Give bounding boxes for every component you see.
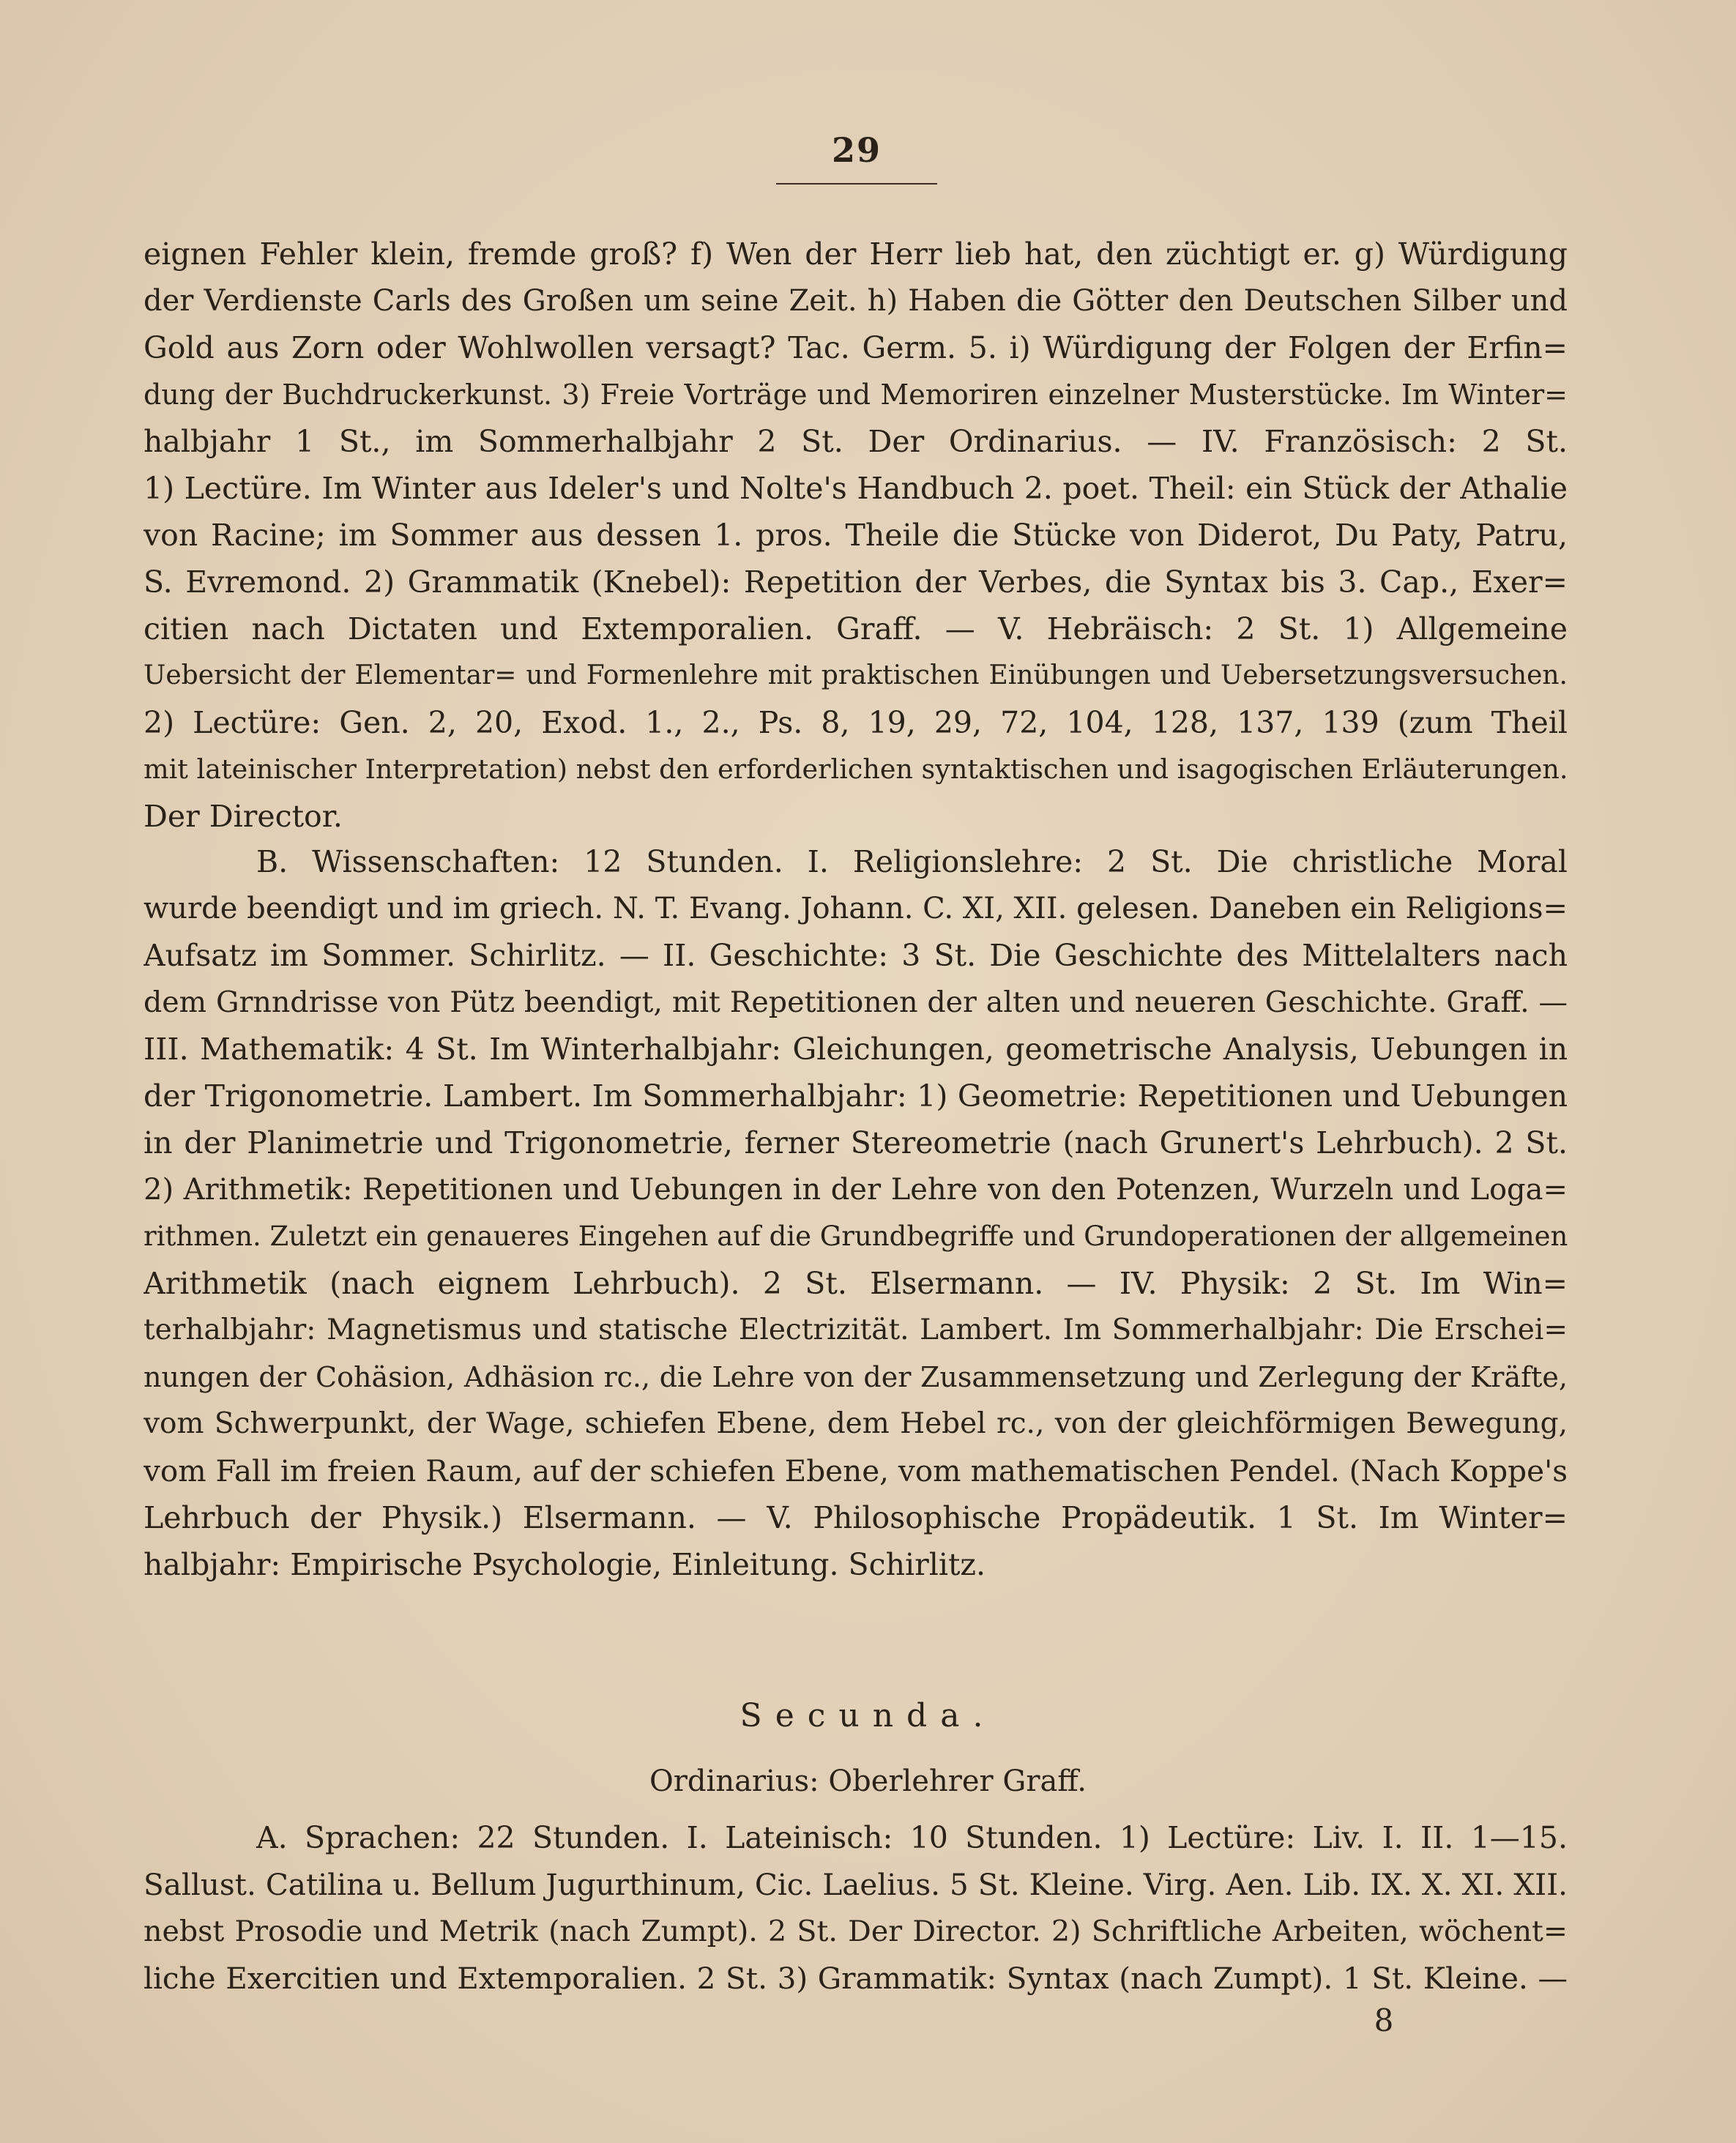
text-line: halbjahr 1 St., im Sommerhalbjahr 2 St. Der Ordinarius. — IV. Französisch: 2 St. (144, 424, 1568, 459)
text-line: eignen Fehler klein, fremde groß? f) Wen der Herr lieb hat, den züchtigt er. g) Würdigung (144, 236, 1568, 272)
text-line: S. Evremond. 2) Grammatik (Knebel): Repetition der Verbes, die Syntax bis 3. Cap., Exer= (144, 564, 1568, 600)
text-line: Gold aus Zorn oder Wohlwollen versagt? Tac. Germ. 5. i) Würdigung der Folgen der Erfin= (144, 330, 1568, 365)
text-line: 1) Lectüre. Im Winter aus Ideler's und Nolte's Handbuch 2. poet. Theil: ein Stück der Athalie (144, 471, 1568, 506)
text-line: Lehrbuch der Physik.) Elsermann. — V. Philosophische Propädeutik. 1 St. Im Winter= (144, 1500, 1568, 1535)
text-line: dung der Buchdruckerkunst. 3) Freie Vorträge und Memoriren einzelner Musterstücke. Im Winter= (144, 379, 1568, 411)
header-rule (776, 183, 937, 185)
ordinarius-line: Ordinarius: Oberlehrer Graff. (649, 1764, 1087, 1798)
text-line: Uebersicht der Elementar= und Formenlehre mit praktischen Einübungen und Uebersetzungsversuchen. (144, 660, 1568, 690)
signature-mark: 8 (1374, 2002, 1394, 2038)
text-line: Sallust. Catilina u. Bellum Jugurthinum, Cic. Laelius. 5 St. Kleine. Virg. Aen. Lib. IX. X. XI. XII. (144, 1867, 1568, 1902)
text-line: nebst Prosodie und Metrik (nach Zumpt). 2 St. Der Director. 2) Schriftliche Arbeiten, wöchent= (144, 1915, 1568, 1948)
page-number: 29 (831, 130, 882, 170)
text-line: wurde beendigt und im griech. N. T. Evang. Johann. C. XI, XII. gelesen. Daneben ein Religions= (144, 892, 1568, 925)
text-line: Der Director. (144, 799, 343, 834)
text-line: A. Sprachen: 22 Stunden. I. Lateinisch: 10 Stunden. 1) Lectüre: Liv. I. II. 1—15. (256, 1820, 1568, 1855)
section-secunda-sprachen (144, 1814, 1568, 2002)
text-line: der Trigonometrie. Lambert. Im Sommerhalbjahr: 1) Geometrie: Repetitionen und Uebungen (144, 1078, 1568, 1114)
text-line: terhalbjahr: Magnetismus und statische Electrizität. Lambert. Im Sommerhalbjahr: Die Erschei= (144, 1313, 1568, 1346)
text-line: vom Schwerpunkt, der Wage, schiefen Ebene, dem Hebel rc., von der gleichförmigen Bewegung, (144, 1407, 1568, 1440)
text-line: dem Grnndrisse von Pütz beendigt, mit Repetitionen der alten und neueren Geschichte. Graff. — (144, 985, 1568, 1019)
text-line: citien nach Dictaten und Extemporalien. Graff. — V. Hebräisch: 2 St. 1) Allgemeine (144, 611, 1568, 646)
section-prima-wissenschaften (144, 838, 1568, 1588)
section-prima-sprachen-continued (144, 231, 1568, 840)
text-line: rithmen. Zuletzt ein genaueres Eingehen auf die Grundbegriffe und Grundoperationen der allgemeinen (144, 1220, 1568, 1252)
text-line: in der Planimetrie und Trigonometrie, ferner Stereometrie (nach Grunert's Lehrbuch). 2 St. (144, 1125, 1568, 1160)
text-line: von Racine; im Sommer aus dessen 1. pros. Theile die Stücke von Diderot, Du Paty, Patru, (144, 518, 1568, 553)
text-line: Aufsatz im Sommer. Schirlitz. — II. Geschichte: 3 St. Die Geschichte des Mittelalters nach (144, 938, 1568, 973)
text-line: mit lateinischer Interpretation) nebst den erforderlichen syntaktischen und isagogischen Erläuterungen. (144, 753, 1568, 785)
text-line: vom Fall im freien Raum, auf der schiefen Ebene, vom mathematischen Pendel. (Nach Koppe's (144, 1453, 1568, 1488)
text-line: 2) Arithmetik: Repetitionen und Uebungen in der Lehre von den Potenzen, Wurzeln und Loga= (144, 1173, 1568, 1207)
text-line: B. Wissenschaften: 12 Stunden. I. Religionslehre: 2 St. Die christliche Moral (256, 844, 1568, 879)
text-line: nungen der Cohäsion, Adhäsion rc., die Lehre von der Zusammensetzung und Zerlegung der Kräfte, (144, 1361, 1568, 1393)
text-line: halbjahr: Empirische Psychologie, Einleitung. Schirlitz. (144, 1547, 986, 1582)
text-line: liche Exercitien und Extemporalien. 2 St. 3) Grammatik: Syntax (nach Zumpt). 1 St. Kleine. — (144, 1961, 1568, 1996)
text-line: Arithmetik (nach eignem Lehrbuch). 2 St. Elsermann. — IV. Physik: 2 St. Im Win= (144, 1266, 1568, 1301)
text-line: 2) Lectüre: Gen. 2, 20, Exod. 1., 2., Ps. 8, 19, 29, 72, 104, 128, 137, 139 (zum Theil (144, 705, 1568, 740)
text-line: der Verdienste Carls des Großen um seine Zeit. h) Haben die Götter den Deutschen Silber und (144, 284, 1568, 318)
text-line: III. Mathematik: 4 St. Im Winterhalbjahr: Gleichungen, geometrische Analysis, Uebungen in (144, 1032, 1568, 1067)
section-heading-secunda: Secunda. (740, 1697, 996, 1734)
